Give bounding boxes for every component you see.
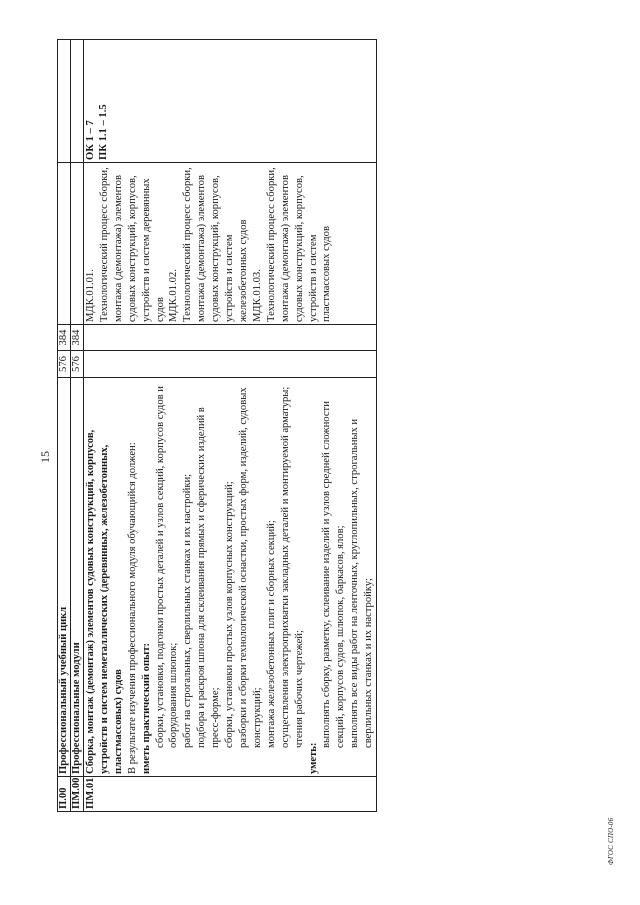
empty-cell xyxy=(71,163,84,325)
empty-cell xyxy=(58,40,71,163)
list-item: выполнять сборку, разметку, склеивание изделий и узлов средней сложности секций, корпусов судов, шлюпок, баркасов, ялов; xyxy=(321,401,347,748)
module-title: Сборка, монтаж (демонтаж) элементов судовых конструкций, корпусов, устройств и систем неметаллических (деревянных, железобетонных, пластмассовых) судов xyxy=(85,429,124,774)
empty-cell xyxy=(71,40,84,163)
table-row xyxy=(84,40,377,812)
mdk-item xyxy=(167,165,250,322)
mdk-cell xyxy=(84,163,377,325)
module-description xyxy=(84,378,377,777)
empty-cell xyxy=(84,351,377,378)
list-item: выполнять все виды работ на ленточных, круглопильных, строгальных и сверлильных станках и их настройку; xyxy=(349,418,375,748)
list-item: чтения рабочих чертежей; xyxy=(293,630,305,748)
mdk-name: Технологический процесс сборки, монтажа (демонтажа) элементов судовых конструкций, корпусов, устройств и систем пластмассовых судов xyxy=(265,167,333,322)
row-code: ПМ.01 xyxy=(84,777,377,812)
page-number: 15 xyxy=(38,451,52,463)
list-item: сборки, установки, подгонки простых деталей и узлов секций, корпусов судов и оборудования шлюпок; xyxy=(154,386,180,748)
mdk-code: МДК.01.01. xyxy=(85,269,96,322)
mdk-code: МДК.01.02. xyxy=(168,269,180,322)
competency-professional: ПК 1.1 – 1.5 xyxy=(98,104,109,160)
footer-code: ФГОС СПО-06 xyxy=(607,817,615,865)
curriculum-table xyxy=(57,39,377,812)
mdk-name: Технологический процесс сборки, монтажа (демонтажа) элементов судовых конструкций, корпусов, устройств и систем деревянных судов xyxy=(98,167,166,322)
list-item: работ на строгальных, сверлильных станках и их настройки; xyxy=(182,473,194,748)
mdk-item xyxy=(84,165,167,322)
hours-max: 576 xyxy=(58,351,71,378)
hours-class: 384 xyxy=(58,325,71,351)
list-item: разборки и сборки технологической оснастки, простых форм, изделий, судовых конструкций; xyxy=(237,387,263,748)
row-code: П.00 xyxy=(58,777,71,812)
row-title: Профессиональный учебный цикл xyxy=(58,378,71,777)
table-row xyxy=(58,40,71,812)
mdk-code: МДК.01.03. xyxy=(251,269,263,322)
list-item: подбора и раскроя шпона для склеивания прямых и сферических изделий в пресс-форме; xyxy=(196,407,222,748)
experience-heading: иметь практический опыт: xyxy=(140,642,152,774)
mdk-name: Технологический процесс сборки, монтажа (демонтажа) элементов судовых конструкций, корпусов, устройств и систем железобетонных судов xyxy=(182,167,249,322)
hours-class: 384 xyxy=(71,325,84,351)
mdk-item xyxy=(251,165,334,322)
competency-general: ОК 1 – 7 xyxy=(85,120,96,160)
skills-heading: уметь: xyxy=(307,742,319,774)
list-item: монтажа железобетонных плит и сборных секций; xyxy=(265,520,277,748)
list-item: осуществления электроприхватки закладных деталей и монтируемой арматуры; xyxy=(279,386,291,748)
row-code: ПМ.00 xyxy=(71,777,84,812)
empty-cell xyxy=(58,163,71,325)
list-item: сборки, установки простых узлов корпусных конструкций; xyxy=(224,481,236,748)
competencies-cell xyxy=(84,40,377,163)
row-title: Профессиональные модули xyxy=(71,378,84,777)
empty-cell xyxy=(84,325,377,351)
hours-max: 576 xyxy=(71,351,84,378)
table-row xyxy=(71,40,84,812)
module-intro: В результате изучения профессионального модуля обучающийся должен: xyxy=(126,442,138,774)
